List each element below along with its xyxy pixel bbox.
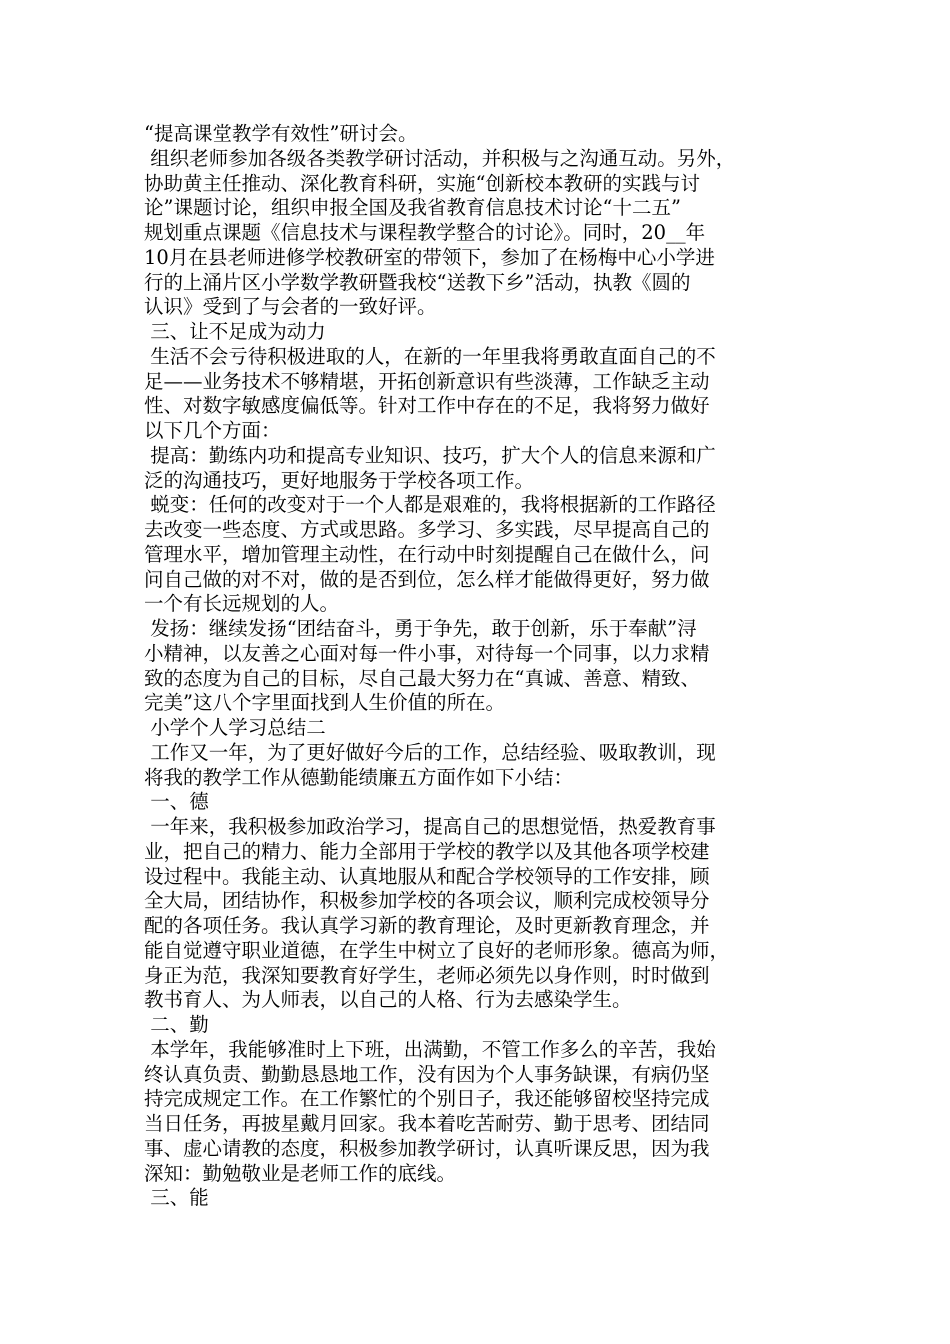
- text-line: 一年来，我积极参加政治学习，提高自己的思想觉悟，热爱教育事: [144, 815, 716, 838]
- section-heading: 一、德: [144, 790, 209, 814]
- text-line: 泛的沟通技巧，更好地服务于学校各项工作。: [144, 468, 535, 492]
- text-line: 足——业务技术不够精堪，开拓创新意识有些淡薄，工作缺乏主动: [144, 369, 710, 393]
- text-line: 协助黄主任推动、深化教育科研，实施“创新校本教研的实践与讨: [144, 171, 700, 195]
- text-line: 10月在县老师进修学校教研室的带领下，参加了在杨梅中心小学进: [144, 245, 715, 269]
- section-heading: 小学个人学习总结二: [144, 716, 326, 739]
- text-line: 认识》受到了与会者的一致好评。: [144, 295, 437, 319]
- text-line: 论”课题讨论，组织申报全国及我省教育信息技术讨论“十二五”: [144, 196, 681, 220]
- text-line: 完美”这八个字里面找到人生价值的所在。: [144, 691, 505, 715]
- text-line: 身正为范，我深知要教育好学生，老师必须先以身作则，时时做到: [144, 963, 710, 987]
- text-line: 管理水平，增加管理主动性，在行动中时刻提醒自己在做什么，问: [144, 542, 710, 566]
- text-line: 全大局，团结协作，积极参加学校的各项会议，顺利完成校领导分: [144, 889, 710, 913]
- text-line: 将我的教学工作从德勤能绩廉五方面作如下小结：: [144, 765, 574, 789]
- text-line: 业，把自己的精力、能力全部用于学校的教学以及其他各项学校建: [144, 839, 710, 863]
- document-body: [144, 122, 816, 1211]
- text-line: 行的上涌片区小学数学教研暨我校“送教下乡”活动，执教《圆的: [144, 270, 691, 294]
- text-line: 问自己做的对不对，做的是否到位，怎么样才能做得更好，努力做: [144, 567, 710, 591]
- text-line: 工作又一年，为了更好做好今后的工作，总结经验、吸取教训，现: [144, 740, 716, 764]
- text-line: 提高：勤练内功和提高专业知识、技巧，扩大个人的信息来源和广: [144, 443, 716, 467]
- text-line: 当日任务，再披星戴月回家。我本着吃苦耐劳、勤于思考、团结同: [144, 1112, 710, 1135]
- text-line: 蜕变：任何的改变对于一个人都是艰难的，我将根据新的工作路径: [144, 493, 716, 517]
- text-line: 小精神，以友善之心面对每一件小事，对待每一个同事，以力求精: [144, 641, 710, 665]
- text-line: 配的各项任务。我认真学习新的教育理论，及时更新教育理念，并: [144, 914, 710, 937]
- text-line: 性、对数字敏感度偏低等。针对工作中存在的不足，我将努力做好: [144, 394, 710, 418]
- section-heading: 三、能: [144, 1186, 209, 1210]
- text-line: 组织老师参加各级各类教学研讨活动，并积极与之沟通互动。另外，: [144, 146, 736, 170]
- text-line: 致的态度为自己的目标，尽自己最大努力在“真诚、善意、精致、: [144, 666, 700, 690]
- text-line: 能自觉遵守职业道德，在学生中树立了良好的老师形象。德高为师，: [144, 938, 730, 962]
- text-line: 去改变一些态度、方式或思路。多学习、多实践，尽早提高自己的: [144, 518, 710, 541]
- text-line: 设过程中。我能主动、认真地服从和配合学校领导的工作安排，顾: [144, 864, 710, 888]
- text-line: “提高课堂教学有效性”研讨会。: [144, 122, 418, 145]
- text-line: 深知：勤勉敬业是老师工作的底线。: [144, 1161, 457, 1185]
- text-line: 事、虚心请教的态度，积极参加教学研讨，认真听课反思，因为我: [144, 1136, 710, 1160]
- section-heading: 二、勤: [144, 1013, 209, 1036]
- text-line: 持完成规定工作。在工作繁忙的个别日子，我还能够留校坚持完成: [144, 1087, 710, 1111]
- text-line: 教书育人、为人师表，以自己的人格、行为去感染学生。: [144, 988, 632, 1012]
- text-line: 本学年，我能够准时上下班，出满勤，不管工作多么的辛苦，我始: [144, 1037, 716, 1061]
- text-line: 终认真负责、勤勤恳恳地工作，没有因为个人事务缺课，有病仍坚: [144, 1062, 710, 1086]
- text-line: 一个有长远规划的人。: [144, 592, 340, 616]
- section-heading: 三、让不足成为动力: [144, 320, 326, 343]
- text-line: 发扬：继续发扬“团结奋斗，勇于争先，敢于创新，乐于奉献”浔: [144, 617, 697, 640]
- text-line: 生活不会亏待积极进取的人，在新的一年里我将勇敢直面自己的不: [144, 344, 716, 368]
- text-line: 以下几个方面：: [144, 419, 281, 442]
- text-line: 规划重点课题《信息技术与课程教学整合的讨论》。同时，20__年: [144, 221, 706, 244]
